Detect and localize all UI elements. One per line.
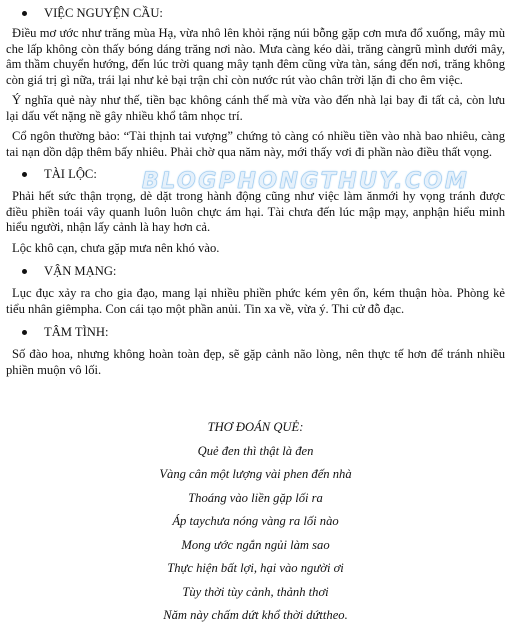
poem-line: Mong ước ngắn ngủi làm sao <box>181 537 330 552</box>
paragraph: Lộc khô cạn, chưa gặp mưa nên khó vào. <box>12 240 220 255</box>
poem <box>0 416 511 628</box>
heading-text: TÂM TÌNH: <box>44 325 109 339</box>
section-heading-tam-tinh <box>22 325 511 341</box>
poem-line: Thực hiện bất lợi, hại vào người ơi <box>167 561 344 575</box>
bullet-icon <box>22 269 27 274</box>
section-heading-nguyen-cau <box>22 6 511 22</box>
poem-line: Tùy thời tùy cảnh, thảnh thơi <box>182 584 329 599</box>
paragraph: Phải hết sức thận trọng, dè dặt trong hành động cũng như việc làm ănmới hy vọng tránh được điều phiền toái vây quanh luôn luôn chực ám hại. Tài chưa đến lúc mập mạy, anphận hiểu minh hiểu người, nhận lấy cảnh là hay hơn cả. <box>6 189 505 234</box>
poem-line: Áp taychưa nóng vàng ra lối nào <box>172 514 339 528</box>
poem-line: Năm này chấm dứt khổ thời dứttheo. <box>163 608 348 622</box>
paragraph: Điều mơ ước như trăng mùa Hạ, vừa nhô lên khỏi rặng núi bỗng gặp cơn mưa đổ xuống, mây mù che lấp không còn thấy bóng dáng trăng nơi nào. Mưa càng kéo dài, trăng càngrũ mình dưới mây, âm thầm chuyển hướng, đến lúc trời quang mây tạnh đêm cũng vừa tàn, sáng đến nơi, trăng không còn giá trị gì nữa, trái lại như kẻ bại trận chỉ còn nước rút vào chân trời lặn đi cho êm việc. <box>6 26 505 87</box>
paragraph: Ý nghĩa quẻ này như thế, tiền bạc không cánh thế mà vừa vào đến nhà lại bay đi tất cả, còn lưu lại dấu vết nặng nề gây nhiều khổ tâm nhọc trí. <box>6 93 505 123</box>
poem-title: THƠ ĐOÁN QUẺ: <box>207 420 304 434</box>
paragraph: Cổ ngôn thường bảo: “Tài thịnh tai vượng” chứng tỏ càng có nhiều tiền vào nhà bao nhiêu, càng tai nạn dồn dập thêm bấy nhiêu. Phải chờ qua năm này, mới thấy vơi đi phần nào điều thất vọng. <box>6 129 505 159</box>
bullet-icon <box>22 172 27 177</box>
poem-line: Quẻ đen thì thật là đen <box>197 443 314 458</box>
section-heading-van-mang <box>22 264 511 280</box>
watermark-logo: BLOGPHONGTHUY.COM <box>142 169 470 194</box>
poem-line: Thoáng vào liền gặp lối ra <box>188 490 323 505</box>
bullet-icon <box>22 330 27 335</box>
paragraph: Số đào hoa, nhưng không hoàn toàn đẹp, sẽ gặp cảnh não lòng, nên thực tế hơn để tránh nhiều phiền muộn vô lối. <box>6 347 505 377</box>
heading-text: VẬN MẠNG: <box>44 264 117 278</box>
heading-text: VIỆC NGUYỆN CẦU: <box>44 6 163 20</box>
paragraph: Lục đục xảy ra cho gia đạo, mang lại nhiều phiền phức kém yên ổn, kém thuận hòa. Phòng kẻ tiểu nhân giêmpha. Con cái tạo một phần anủi. Tin xa về, vừa ý. Thi cử đỗ đạc. <box>6 286 505 316</box>
poem-line: Vàng cân một lượng vài phen đến nhà <box>159 467 352 481</box>
bullet-icon <box>22 11 27 16</box>
heading-text: TÀI LỘC: <box>44 167 97 181</box>
